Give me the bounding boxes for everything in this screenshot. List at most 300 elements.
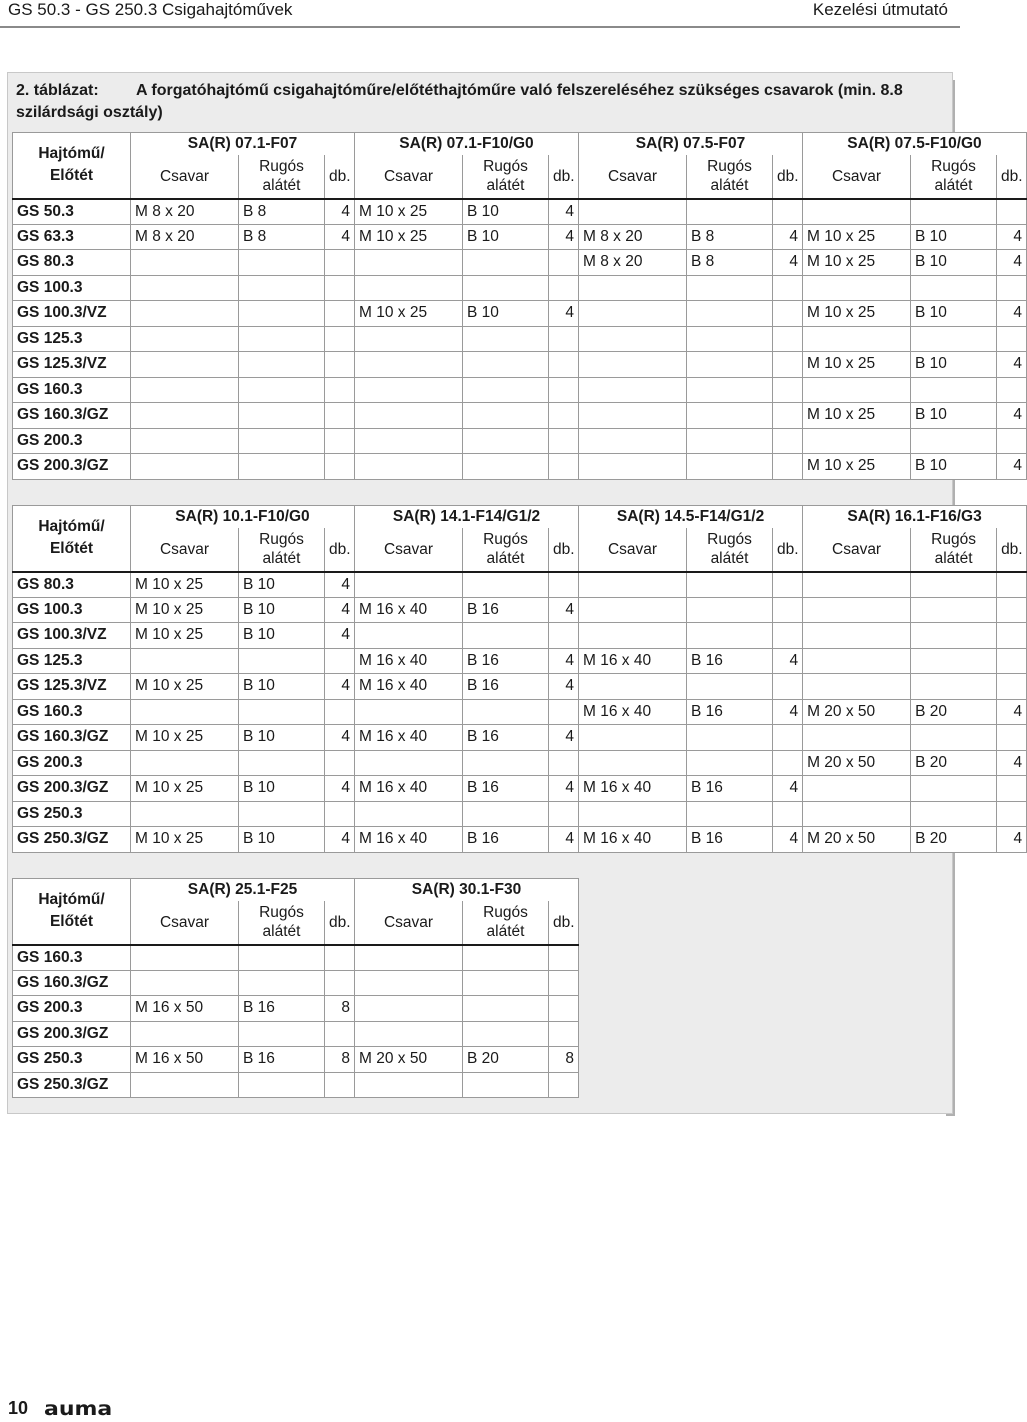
washer-cell: B 8 bbox=[687, 224, 773, 250]
qty-cell bbox=[997, 572, 1027, 598]
group-header: SA(R) 07.1-F07 bbox=[131, 133, 355, 155]
washer-cell bbox=[687, 750, 773, 776]
washer-cell bbox=[911, 776, 997, 802]
bolt-cell: M 16 x 40 bbox=[355, 776, 463, 802]
qty-cell: 4 bbox=[997, 352, 1027, 378]
bolt-cell: M 20 x 50 bbox=[803, 699, 911, 725]
washer-column-header: Rugós alátét bbox=[687, 155, 773, 199]
washer-cell: B 16 bbox=[463, 648, 549, 674]
bolt-cell bbox=[579, 623, 687, 649]
bolt-cell bbox=[355, 750, 463, 776]
washer-cell: B 16 bbox=[463, 776, 549, 802]
bolt-cell bbox=[131, 750, 239, 776]
gearbox-cell: GS 160.3 bbox=[13, 699, 131, 725]
washer-cell bbox=[687, 403, 773, 429]
bolt-cell bbox=[803, 623, 911, 649]
qty-cell bbox=[549, 403, 579, 429]
washer-cell: B 10 bbox=[463, 199, 549, 225]
gearbox-cell: GS 200.3/GZ bbox=[13, 776, 131, 802]
table-row bbox=[13, 352, 1027, 378]
washer-cell bbox=[239, 250, 325, 276]
washer-cell: B 10 bbox=[463, 301, 549, 327]
washer-cell bbox=[463, 428, 549, 454]
washer-cell bbox=[239, 352, 325, 378]
table-row bbox=[13, 801, 1027, 827]
bolt-cell bbox=[579, 352, 687, 378]
washer-column-header: Rugós alátét bbox=[463, 901, 549, 945]
bolt-cell: M 10 x 25 bbox=[355, 199, 463, 225]
bolt-column-header: Csavar bbox=[579, 528, 687, 572]
bolt-cell bbox=[131, 275, 239, 301]
bolt-cell: M 10 x 25 bbox=[131, 572, 239, 598]
washer-cell bbox=[463, 377, 549, 403]
bolt-cell bbox=[803, 572, 911, 598]
bolt-cell bbox=[131, 403, 239, 429]
bolt-cell: M 10 x 25 bbox=[131, 827, 239, 853]
qty-cell bbox=[549, 1072, 579, 1098]
bolt-cell: M 8 x 20 bbox=[579, 250, 687, 276]
bolt-cell bbox=[355, 275, 463, 301]
header-row-groups bbox=[13, 879, 579, 901]
table-row bbox=[13, 377, 1027, 403]
washer-cell bbox=[687, 572, 773, 598]
washer-cell bbox=[463, 403, 549, 429]
qty-cell: 4 bbox=[549, 224, 579, 250]
gearbox-cell: GS 200.3/GZ bbox=[13, 454, 131, 480]
qty-cell bbox=[325, 454, 355, 480]
washer-cell bbox=[463, 1072, 549, 1098]
qty-cell bbox=[549, 996, 579, 1022]
qty-cell: 4 bbox=[325, 827, 355, 853]
washer-cell bbox=[911, 674, 997, 700]
table-row bbox=[13, 326, 1027, 352]
bolt-cell bbox=[131, 648, 239, 674]
bolt-cell: M 10 x 25 bbox=[803, 454, 911, 480]
washer-cell bbox=[687, 801, 773, 827]
gearbox-cell: GS 200.3 bbox=[13, 750, 131, 776]
bolt-cell: M 10 x 25 bbox=[131, 623, 239, 649]
table-row bbox=[13, 275, 1027, 301]
qty-cell bbox=[773, 403, 803, 429]
bolt-cell: M 16 x 40 bbox=[355, 648, 463, 674]
bolt-cell bbox=[355, 377, 463, 403]
gearbox-cell: GS 125.3/VZ bbox=[13, 674, 131, 700]
bolt-cell bbox=[803, 326, 911, 352]
bolt-cell: M 10 x 25 bbox=[803, 403, 911, 429]
qty-cell: 4 bbox=[325, 199, 355, 225]
table-row bbox=[13, 428, 1027, 454]
header-row-groups bbox=[13, 133, 1027, 155]
washer-cell bbox=[687, 377, 773, 403]
washer-cell: B 16 bbox=[463, 597, 549, 623]
washer-cell bbox=[687, 199, 773, 225]
qty-cell bbox=[997, 648, 1027, 674]
washer-cell bbox=[687, 326, 773, 352]
group-header: SA(R) 07.5-F07 bbox=[579, 133, 803, 155]
washer-cell bbox=[463, 572, 549, 598]
qty-cell: 4 bbox=[997, 224, 1027, 250]
bolt-cell bbox=[355, 1021, 463, 1047]
bolt-cell bbox=[579, 597, 687, 623]
bolt-cell: M 16 x 40 bbox=[355, 674, 463, 700]
table-row bbox=[13, 776, 1027, 802]
bolt-cell: M 10 x 25 bbox=[131, 597, 239, 623]
table-row bbox=[13, 725, 1027, 751]
washer-cell bbox=[911, 428, 997, 454]
qty-column-header: db. bbox=[773, 155, 803, 199]
bolt-cell bbox=[355, 352, 463, 378]
bolt-cell bbox=[355, 250, 463, 276]
qty-cell bbox=[773, 597, 803, 623]
washer-cell bbox=[239, 648, 325, 674]
qty-cell bbox=[549, 352, 579, 378]
bolt-column-header: Csavar bbox=[803, 155, 911, 199]
qty-cell: 4 bbox=[549, 776, 579, 802]
washer-cell: B 8 bbox=[239, 199, 325, 225]
qty-cell bbox=[997, 377, 1027, 403]
qty-cell bbox=[325, 945, 355, 971]
table-row bbox=[13, 623, 1027, 649]
bolt-cell bbox=[131, 377, 239, 403]
manual-type: Kezelési útmutató bbox=[812, 0, 948, 19]
bolt-cell bbox=[803, 597, 911, 623]
qty-cell bbox=[549, 699, 579, 725]
gearbox-cell: GS 100.3 bbox=[13, 275, 131, 301]
washer-cell bbox=[463, 352, 549, 378]
washer-cell: B 10 bbox=[911, 454, 997, 480]
gearbox-cell: GS 200.3 bbox=[13, 428, 131, 454]
bolt-cell bbox=[355, 572, 463, 598]
bolt-cell bbox=[131, 454, 239, 480]
bolt-cell: M 20 x 50 bbox=[355, 1047, 463, 1073]
washer-cell: B 10 bbox=[239, 725, 325, 751]
bolt-table-1 bbox=[12, 132, 1027, 480]
qty-cell bbox=[549, 454, 579, 480]
washer-cell bbox=[687, 597, 773, 623]
bolt-cell bbox=[131, 945, 239, 971]
bolt-cell: M 16 x 40 bbox=[355, 827, 463, 853]
table-row bbox=[13, 250, 1027, 276]
washer-cell bbox=[463, 945, 549, 971]
washer-cell bbox=[911, 623, 997, 649]
qty-cell bbox=[549, 275, 579, 301]
gearbox-cell: GS 160.3/GZ bbox=[13, 403, 131, 429]
qty-cell bbox=[549, 801, 579, 827]
gearbox-cell: GS 250.3 bbox=[13, 801, 131, 827]
qty-cell bbox=[325, 970, 355, 996]
qty-cell bbox=[325, 352, 355, 378]
bolt-cell bbox=[803, 648, 911, 674]
washer-cell: B 10 bbox=[239, 623, 325, 649]
washer-cell bbox=[239, 750, 325, 776]
bolt-cell bbox=[131, 1021, 239, 1047]
page-number: 10 bbox=[8, 1398, 29, 1418]
bolt-column-header: Csavar bbox=[355, 901, 463, 945]
table-row bbox=[13, 454, 1027, 480]
caption-text: A forgatóhajtómű csigahajtóműre/előtéthajtóműre való felszereléséhez szükséges csavarok (min. 8.8 szilárdsági osztály) bbox=[16, 82, 903, 121]
washer-cell bbox=[687, 275, 773, 301]
washer-cell bbox=[239, 945, 325, 971]
washer-cell: B 10 bbox=[239, 776, 325, 802]
washer-cell bbox=[463, 801, 549, 827]
qty-cell bbox=[773, 377, 803, 403]
gearbox-cell: GS 125.3 bbox=[13, 648, 131, 674]
bolt-cell: M 10 x 25 bbox=[803, 352, 911, 378]
qty-cell: 4 bbox=[997, 750, 1027, 776]
qty-cell: 4 bbox=[549, 827, 579, 853]
washer-column-header: Rugós alátét bbox=[463, 155, 549, 199]
qty-cell bbox=[773, 352, 803, 378]
header-row-groups bbox=[13, 506, 1027, 528]
bolt-cell bbox=[803, 428, 911, 454]
gearbox-cell: GS 250.3/GZ bbox=[13, 1072, 131, 1098]
bolt-cell bbox=[131, 352, 239, 378]
bolt-cell bbox=[579, 428, 687, 454]
qty-cell: 4 bbox=[325, 674, 355, 700]
washer-cell: B 16 bbox=[239, 1047, 325, 1073]
bolt-cell: M 16 x 40 bbox=[579, 827, 687, 853]
qty-cell: 4 bbox=[773, 699, 803, 725]
qty-cell: 4 bbox=[549, 725, 579, 751]
bolt-cell bbox=[579, 750, 687, 776]
qty-cell bbox=[549, 572, 579, 598]
qty-cell bbox=[997, 326, 1027, 352]
qty-cell bbox=[773, 326, 803, 352]
qty-cell bbox=[997, 623, 1027, 649]
bolt-cell: M 8 x 20 bbox=[579, 224, 687, 250]
qty-cell bbox=[325, 403, 355, 429]
bolt-cell bbox=[131, 326, 239, 352]
qty-cell bbox=[325, 301, 355, 327]
bolt-cell bbox=[803, 377, 911, 403]
qty-cell: 4 bbox=[549, 301, 579, 327]
bolt-cell bbox=[355, 801, 463, 827]
bolt-cell bbox=[579, 572, 687, 598]
qty-cell: 4 bbox=[773, 648, 803, 674]
table-row bbox=[13, 970, 579, 996]
bolt-cell bbox=[803, 674, 911, 700]
qty-cell bbox=[773, 454, 803, 480]
qty-cell bbox=[549, 377, 579, 403]
qty-cell bbox=[325, 326, 355, 352]
table-row bbox=[13, 224, 1027, 250]
qty-cell bbox=[773, 801, 803, 827]
washer-cell bbox=[463, 623, 549, 649]
header-divider bbox=[0, 26, 960, 28]
washer-cell bbox=[239, 275, 325, 301]
qty-cell: 4 bbox=[997, 699, 1027, 725]
washer-cell bbox=[911, 572, 997, 598]
bolt-cell: M 10 x 25 bbox=[131, 725, 239, 751]
washer-cell bbox=[687, 623, 773, 649]
washer-cell: B 8 bbox=[239, 224, 325, 250]
qty-column-header: db. bbox=[549, 901, 579, 945]
qty-cell: 4 bbox=[997, 250, 1027, 276]
qty-cell: 4 bbox=[325, 572, 355, 598]
washer-cell bbox=[239, 970, 325, 996]
bolt-cell bbox=[355, 996, 463, 1022]
bolt-cell bbox=[579, 454, 687, 480]
page-header bbox=[0, 0, 960, 26]
bolt-column-header: Csavar bbox=[131, 155, 239, 199]
washer-cell: B 8 bbox=[687, 250, 773, 276]
bolt-cell: M 20 x 50 bbox=[803, 827, 911, 853]
bolt-column-header: Csavar bbox=[579, 155, 687, 199]
qty-cell bbox=[997, 597, 1027, 623]
qty-cell: 4 bbox=[997, 403, 1027, 429]
bolt-cell bbox=[355, 326, 463, 352]
bolt-cell: M 20 x 50 bbox=[803, 750, 911, 776]
qty-column-header: db. bbox=[549, 528, 579, 572]
qty-column-header: db. bbox=[325, 528, 355, 572]
gearbox-cell: GS 200.3/GZ bbox=[13, 1021, 131, 1047]
bolt-cell bbox=[131, 801, 239, 827]
bolt-cell bbox=[803, 801, 911, 827]
qty-cell bbox=[549, 970, 579, 996]
washer-cell bbox=[239, 1021, 325, 1047]
gearbox-cell: GS 50.3 bbox=[13, 199, 131, 225]
bolt-cell bbox=[579, 199, 687, 225]
group-header: SA(R) 16.1-F16/G3 bbox=[803, 506, 1027, 528]
table-row bbox=[13, 403, 1027, 429]
qty-column-header: db. bbox=[773, 528, 803, 572]
washer-cell: B 20 bbox=[463, 1047, 549, 1073]
bolt-cell bbox=[803, 275, 911, 301]
qty-cell: 4 bbox=[325, 597, 355, 623]
qty-cell bbox=[325, 750, 355, 776]
group-header: SA(R) 10.1-F10/G0 bbox=[131, 506, 355, 528]
qty-cell bbox=[997, 674, 1027, 700]
table-row bbox=[13, 1021, 579, 1047]
washer-cell bbox=[911, 199, 997, 225]
qty-cell bbox=[549, 623, 579, 649]
qty-cell: 4 bbox=[773, 250, 803, 276]
bolt-column-header: Csavar bbox=[803, 528, 911, 572]
qty-cell: 4 bbox=[549, 674, 579, 700]
bolt-column-header: Csavar bbox=[355, 155, 463, 199]
washer-cell bbox=[239, 301, 325, 327]
washer-cell: B 16 bbox=[463, 725, 549, 751]
qty-column-header: db. bbox=[997, 155, 1027, 199]
washer-column-header: Rugós alátét bbox=[239, 528, 325, 572]
washer-cell: B 10 bbox=[239, 827, 325, 853]
washer-cell: B 10 bbox=[911, 403, 997, 429]
washer-cell bbox=[911, 725, 997, 751]
washer-cell: B 10 bbox=[239, 572, 325, 598]
bolt-cell bbox=[131, 1072, 239, 1098]
qty-cell bbox=[549, 250, 579, 276]
group-header: SA(R) 30.1-F30 bbox=[355, 879, 579, 901]
washer-cell bbox=[687, 674, 773, 700]
gearbox-cell: GS 100.3/VZ bbox=[13, 623, 131, 649]
group-header: SA(R) 07.1-F10/G0 bbox=[355, 133, 579, 155]
bolt-cell: M 16 x 50 bbox=[131, 996, 239, 1022]
bolt-cell: M 10 x 25 bbox=[131, 776, 239, 802]
qty-cell: 4 bbox=[773, 224, 803, 250]
auma-logo: auma bbox=[44, 1398, 113, 1421]
qty-cell bbox=[549, 428, 579, 454]
table-row bbox=[13, 1072, 579, 1098]
qty-cell bbox=[773, 301, 803, 327]
washer-cell: B 10 bbox=[911, 224, 997, 250]
bolt-cell: M 10 x 25 bbox=[803, 301, 911, 327]
qty-cell: 4 bbox=[325, 224, 355, 250]
qty-cell: 8 bbox=[325, 996, 355, 1022]
bolt-cell bbox=[355, 945, 463, 971]
qty-cell: 4 bbox=[773, 827, 803, 853]
gearbox-cell: GS 160.3/GZ bbox=[13, 970, 131, 996]
bolt-cell bbox=[579, 403, 687, 429]
washer-cell bbox=[463, 275, 549, 301]
washer-cell bbox=[463, 326, 549, 352]
qty-column-header: db. bbox=[549, 155, 579, 199]
bolt-cell: M 10 x 25 bbox=[803, 250, 911, 276]
qty-cell: 4 bbox=[997, 454, 1027, 480]
caption-label: 2. táblázat: bbox=[16, 82, 99, 99]
table-row bbox=[13, 996, 579, 1022]
washer-cell bbox=[463, 996, 549, 1022]
bolt-cell bbox=[579, 674, 687, 700]
washer-cell bbox=[239, 801, 325, 827]
washer-cell bbox=[239, 403, 325, 429]
washer-cell: B 16 bbox=[463, 674, 549, 700]
bolt-cell bbox=[803, 776, 911, 802]
bolt-cell bbox=[803, 199, 911, 225]
table-row bbox=[13, 301, 1027, 327]
bolt-cell: M 16 x 40 bbox=[355, 725, 463, 751]
document-title: GS 50.3 - GS 250.3 Csigahajtóművek bbox=[8, 0, 293, 19]
qty-cell: 4 bbox=[325, 623, 355, 649]
bolt-cell: M 16 x 40 bbox=[355, 597, 463, 623]
washer-cell: B 20 bbox=[911, 827, 997, 853]
gearbox-cell: GS 80.3 bbox=[13, 572, 131, 598]
qty-cell bbox=[773, 674, 803, 700]
washer-cell bbox=[239, 699, 325, 725]
qty-cell bbox=[773, 572, 803, 598]
washer-cell: B 10 bbox=[911, 352, 997, 378]
washer-cell bbox=[687, 454, 773, 480]
washer-cell bbox=[463, 1021, 549, 1047]
bolt-cell: M 8 x 20 bbox=[131, 224, 239, 250]
bolt-cell bbox=[579, 275, 687, 301]
qty-cell bbox=[325, 648, 355, 674]
washer-cell bbox=[687, 352, 773, 378]
washer-cell bbox=[911, 801, 997, 827]
washer-cell bbox=[687, 301, 773, 327]
table-row bbox=[13, 199, 1027, 225]
washer-cell bbox=[463, 970, 549, 996]
qty-cell: 4 bbox=[773, 776, 803, 802]
washer-cell: B 10 bbox=[239, 674, 325, 700]
washer-cell bbox=[239, 454, 325, 480]
table-row bbox=[13, 750, 1027, 776]
washer-cell bbox=[687, 428, 773, 454]
bolt-cell bbox=[579, 326, 687, 352]
bolt-cell bbox=[579, 301, 687, 327]
washer-column-header: Rugós alátét bbox=[463, 528, 549, 572]
gearbox-cell: GS 160.3 bbox=[13, 945, 131, 971]
washer-cell: B 20 bbox=[911, 699, 997, 725]
bolt-cell: M 16 x 40 bbox=[579, 776, 687, 802]
washer-cell bbox=[463, 250, 549, 276]
bolt-cell: M 16 x 50 bbox=[131, 1047, 239, 1073]
qty-cell bbox=[325, 1021, 355, 1047]
qty-cell: 4 bbox=[325, 725, 355, 751]
bolt-cell: M 8 x 20 bbox=[131, 199, 239, 225]
qty-cell bbox=[325, 275, 355, 301]
bolt-cell: M 10 x 25 bbox=[131, 674, 239, 700]
gearbox-cell: GS 100.3 bbox=[13, 597, 131, 623]
